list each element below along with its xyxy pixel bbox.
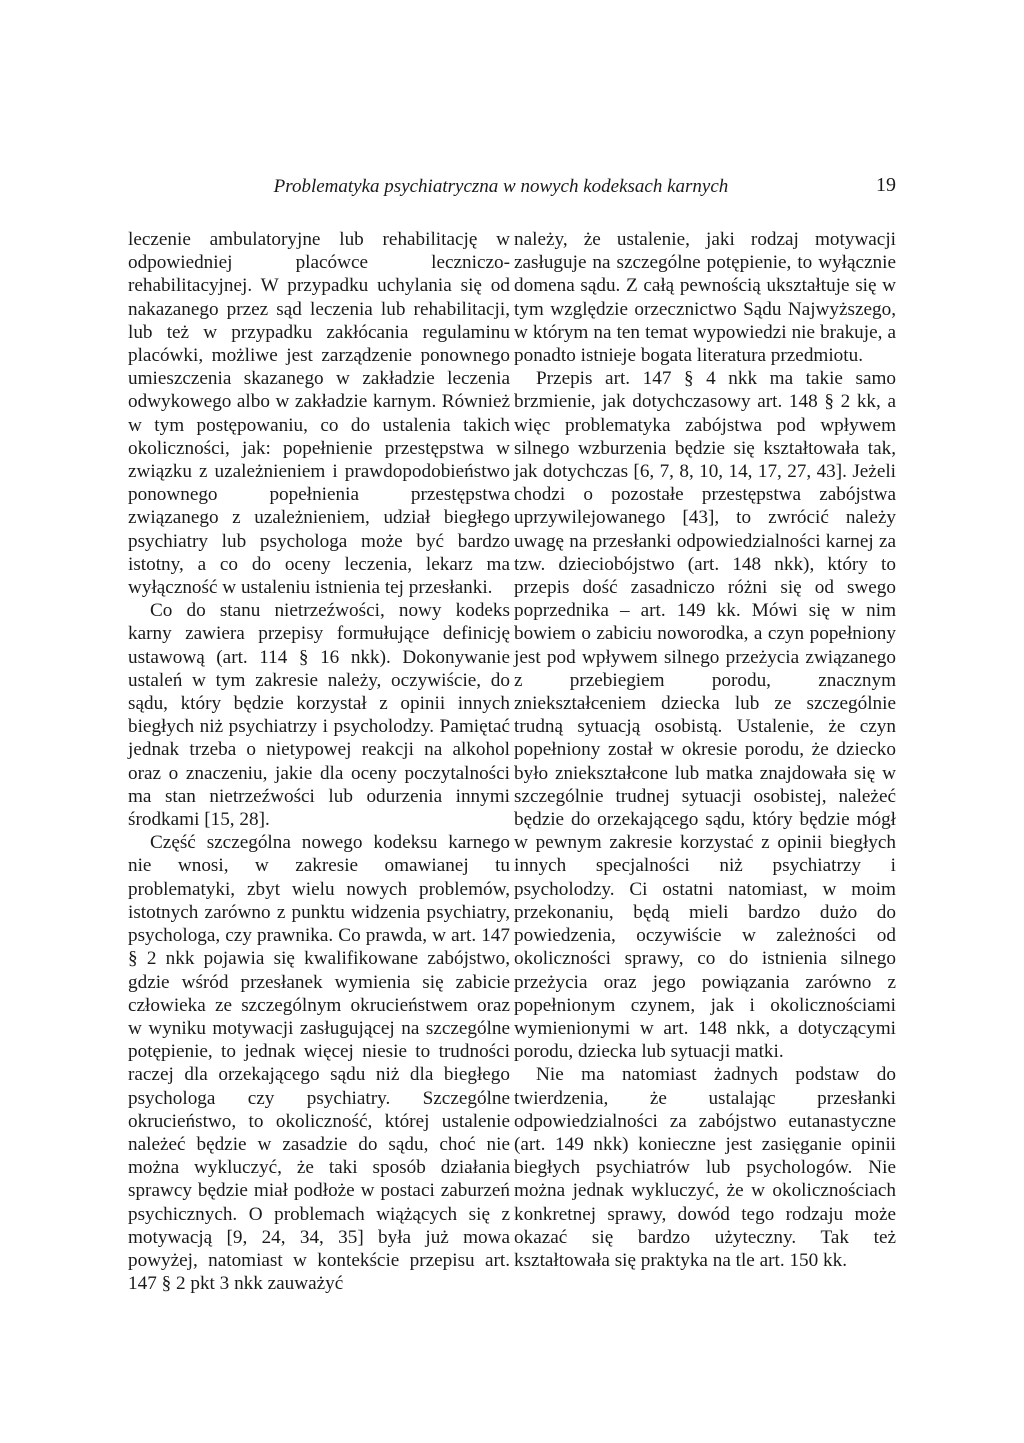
paragraph: leczenie ambulatoryjne lub rehabilitację w odpowiedniej placówce leczniczo-rehabilitacyjnej. W przypadku uchylania się od nakazanego przez sąd leczenia lub rehabilitacji, lub też w przypadku zakłócania regulaminu placówki, możliwe jest zarządzenie ponownego umieszczenia skazanego w zakładzie leczenia odwykowego albo w zakładzie karnym. Również w tym postępowaniu, co do ustalenia takich okoliczności, jak: popełnienie przestępstwa w związku z uzależnieniem i prawdopodobieństwo ponownego popełnienia przestępstwa związanego z uzależnieniem, udział biegłego psychiatry lub psychologa może być bardzo istotny, a co do oceny leczenia, lekarz ma wyłączność w ustaleniu istnienia tej przesłanki. xyxy=(128,229,510,599)
paragraph: Część szczególna nowego kodeksu karnego nie wnosi, w zakresie omawianej tu problematyki, zbyt wielu nowych problemów, istotnych zarówno z punktu widzenia psychiatry, psychologa, czy prawnika. Co prawda, w art. 147 § 2 nkk pojawia się kwalifikowane zabójstwo, gdzie wśród przesłanek wymienia się zabicie człowieka ze szczególnym okrucieństwem oraz w wyniku motywacji zasługującej na szczególne potępienie, to jednak więcej niesie to trudności raczej dla orzekającego sądu niż dla biegłego psychologa czy psychiatry. Szczególne okrucieństwo, to okoliczność, której ustalenie należeć będzie w zasadzie do sądu, choć nie można wykluczyć, że taki sposób działania sprawcy będzie miał podłoże w postaci zaburzeń psychicznych. O problemach wiążących się z motywacją [9, 24, 34, 35] była już mowa powyżej, natomiast w kontekście przepisu art. 147 § 2 pkt 3 nkk zauważyć xyxy=(128,832,510,1295)
right-column xyxy=(514,228,896,1272)
paragraph: Przepis art. 147 § 4 nkk ma takie samo brzmienie, jak dotychczasowy art. 148 § 2 kk, a więc problematyka zabójstwa pod wpływem silnego wzburzenia będzie się kształtowała tak, jak dotychczas [6, 7, 8, 10, 14, 17, 27, 43]. Jeżeli chodzi o pozostałe przestępstwa zabójstwa uprzywilejowanego [43], to zwrócić należy uwagę na przesłanki odpowiedzialności karnej za tzw. dzieciobójstwo (art. 148 nkk), który to przepis dość zasadniczo różni się od swego poprzednika – art. 149 kk. Mówi się w nim bowiem o zabiciu noworodka, a czyn popełniony jest pod wpływem silnego przeżycia związanego z przebiegiem porodu, znacznym zniekształceniem dziecka lub ze szczególnie trudną sytuacją osobistą. Ustalenie, że czyn popełniony został w okresie porodu, że dziecko było zniekształcone lub matka znajdowała się w szczególnie trudnej sytuacji osobistej, należeć będzie do orzekającego sądu, który będzie mógł w pewnym zakresie korzystać z opinii biegłych innych specjalności niż psychiatrzy i psycholodzy. Ci ostatni natomiast, w moim przekonaniu, będą mieli bardzo dużo do powiedzenia, oczywiście w zależności od okoliczności sprawy, co do istnienia silnego przeżycia oraz jego powiązania zarówno z popełnionym czynem, jak i okolicznościami wymienionymi w art. 148 nkk, a dotyczącymi porodu, dziecka lub sytuacji matki. xyxy=(514,368,896,1063)
paragraph: Co do stanu nietrzeźwości, nowy kodeks karny zawiera przepisy formułujące definicję ustawową (art. 114 § 16 nkk). Dokonywanie ustaleń w tym zakresie należy, oczywiście, do sądu, który będzie korzystał z opinii innych biegłych niż psychiatrzy i psycholodzy. Pamiętać jednak trzeba o nietypowej reakcji na alkohol oraz o znaczeniu, jakie dla oceny poczytalności ma stan nietrzeźwości lub odurzenia innymi środkami [15, 28]. xyxy=(128,600,510,831)
running-head: Problematyka psychiatryczna w nowych kodeksach karnych xyxy=(273,176,729,197)
left-column xyxy=(128,228,510,1295)
page-number: 19 xyxy=(876,174,896,196)
paragraph: Nie ma natomiast żadnych podstaw do twierdzenia, że ustalając przesłanki odpowiedzialności za zabójstwo eutanastyczne (art. 149 nkk) konieczne jest zasięganie opinii biegłych psychiatrów lub psychologów. Nie można jednak wykluczyć, że w okolicznościach konkretnej sprawy, dowód tego rodzaju może okazać się bardzo użyteczny. Tak też kształtowała się praktyka na tle art. 150 kk. xyxy=(514,1064,896,1271)
paragraph: należy, że ustalenie, jaki rodzaj motywacji zasługuje na szczególne potępienie, to wyłącznie domena sądu. Z całą pewnością ukształtuje się w tym względzie orzecznictwo Sądu Najwyższego, w którym na ten temat wypowiedzi nie brakuje, a ponadto istnieje bogata literatura przedmiotu. xyxy=(514,229,896,367)
